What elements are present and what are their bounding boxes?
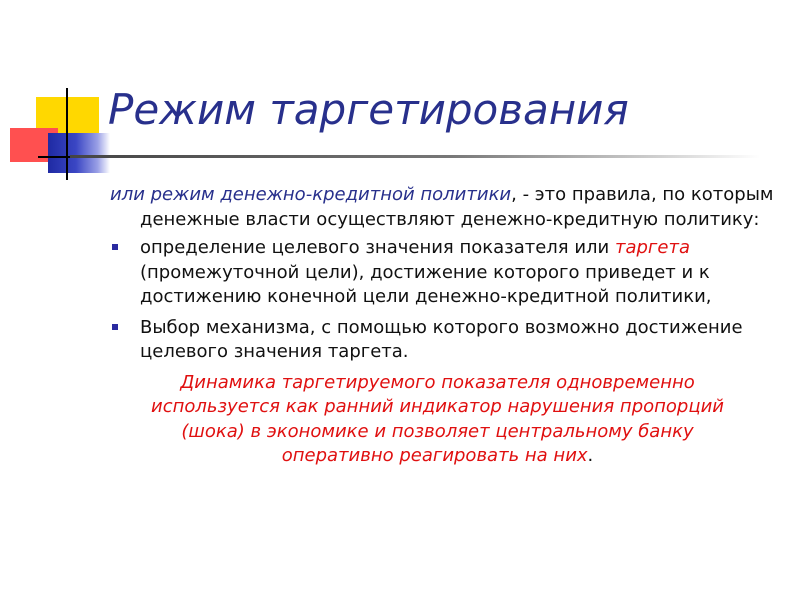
slide-title: Режим таргетирования bbox=[108, 85, 629, 134]
bullet-term: таргета bbox=[614, 237, 690, 258]
decorative-logo-blocks bbox=[0, 0, 120, 190]
blue-gradient-square bbox=[48, 133, 110, 173]
title-underline bbox=[70, 155, 760, 158]
vertical-line bbox=[66, 88, 68, 180]
list-item bbox=[110, 236, 775, 310]
slide-body bbox=[110, 183, 775, 469]
bullet-square-icon bbox=[112, 324, 118, 330]
list-item bbox=[110, 316, 775, 365]
bullet-text: Выбор механизма, с помощью которого возможно достижение целевого значения таргета. bbox=[140, 316, 743, 362]
note-period: . bbox=[587, 445, 594, 466]
bullet-text-before: определение целевого значения показателя или bbox=[140, 237, 615, 258]
bullet-text-after: (промежуточной цели), достижение которого приведет и к достижению конечной цели денежно-кредитной политики, bbox=[140, 261, 712, 307]
note-paragraph bbox=[110, 371, 775, 469]
bullet-list bbox=[110, 236, 775, 365]
note-text: Динамика таргетируемого показателя одновременно используется как ранний индикатор нарушения пропорций (шока) в экономике и позволяет центральному банку оперативно реагировать на них bbox=[151, 371, 724, 466]
intro-paragraph bbox=[110, 183, 775, 232]
intro-term: или режим денежно-кредитной политики bbox=[110, 184, 512, 205]
bullet-square-icon bbox=[112, 244, 118, 250]
intro-text: , - это правила, по которым денежные власти осуществляют денежно-кредитную политику: bbox=[140, 184, 774, 230]
